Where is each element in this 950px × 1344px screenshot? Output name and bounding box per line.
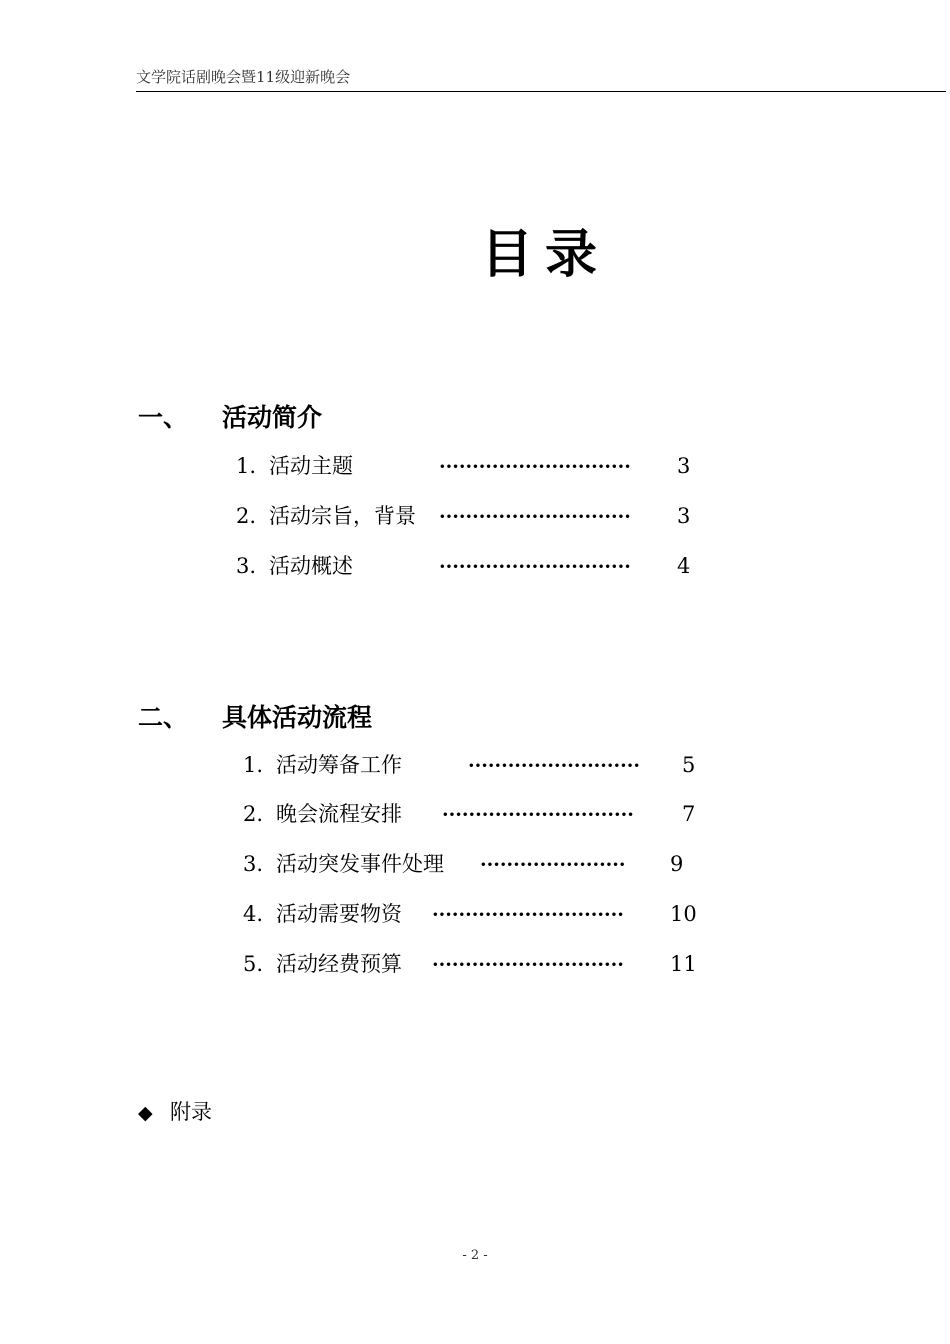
entry-label: 活动筹备工作 (276, 753, 402, 777)
section-title: 活动简介 (222, 403, 323, 432)
entry-label: 活动主题 (269, 454, 353, 478)
leader-dots: ····························· (439, 506, 631, 528)
leader-dots: ·························· (468, 755, 640, 777)
section-title: 具体活动流程 (222, 703, 373, 732)
entry-index: 2. (243, 802, 264, 826)
leader-dots: ······················ (480, 854, 626, 876)
leader-dots: ····························· (439, 556, 631, 578)
entry-index: 2. (236, 504, 257, 528)
entry-page: 11 (670, 952, 697, 976)
leader-dots: ····························· (442, 804, 634, 826)
entry-page: 9 (670, 852, 684, 876)
appendix-label: 附录 (170, 1100, 212, 1124)
entry-label: 活动宗旨，背景 (269, 504, 416, 528)
toc-entry[interactable] (243, 848, 683, 878)
entry-index: 5. (243, 952, 264, 976)
section-heading-1 (138, 398, 322, 434)
section-heading-2 (138, 698, 372, 734)
entry-index: 1. (243, 753, 264, 777)
entry-label: 活动需要物资 (276, 902, 402, 926)
toc-entry[interactable] (243, 898, 697, 928)
page-header: 文学院话剧晚会暨11级迎新晚会 (136, 66, 946, 92)
entry-label: 活动突发事件处理 (276, 852, 444, 876)
leader-dots: ····························· (432, 954, 624, 976)
toc-entry[interactable] (236, 550, 690, 580)
entry-page: 7 (682, 802, 696, 826)
appendix-entry[interactable] (138, 1096, 212, 1126)
leader-dots: ····························· (439, 456, 631, 478)
diamond-bullet-icon: ◆ (138, 1102, 153, 1124)
toc-entry[interactable] (243, 798, 695, 828)
toc-entry[interactable] (236, 500, 690, 530)
entry-page: 5 (682, 753, 696, 777)
entry-page: 4 (677, 554, 691, 578)
page-number: - 2 - (462, 1248, 488, 1263)
entry-label: 晚会流程安排 (276, 802, 402, 826)
section-number: 一、 (138, 403, 189, 432)
toc-entry[interactable] (243, 749, 695, 779)
entry-page: 3 (677, 504, 691, 528)
entry-index: 4. (243, 902, 264, 926)
leader-dots: ····························· (432, 904, 624, 926)
toc-entry[interactable] (243, 948, 697, 978)
entry-page: 10 (670, 902, 697, 926)
toc-entry[interactable] (236, 450, 690, 480)
entry-label: 活动经费预算 (276, 952, 402, 976)
entry-label: 活动概述 (269, 554, 353, 578)
toc-title: 目录 (480, 225, 609, 285)
entry-page: 3 (677, 454, 691, 478)
section-number: 二、 (138, 703, 189, 732)
entry-index: 3. (236, 554, 257, 578)
entry-index: 3. (243, 852, 264, 876)
entry-index: 1. (236, 454, 257, 478)
